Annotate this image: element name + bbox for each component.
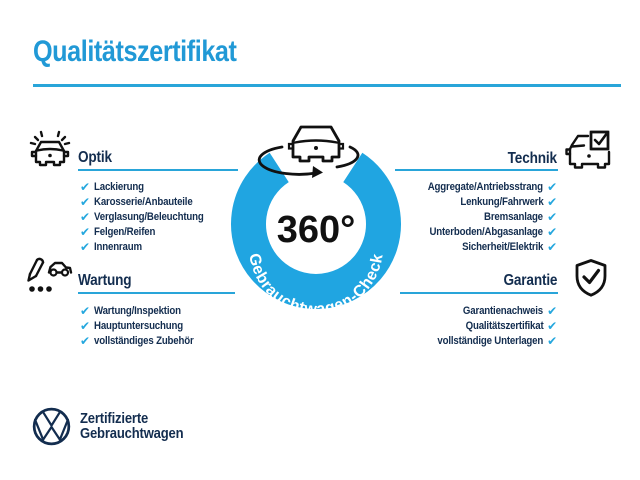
checklist-item-label: Qualitätszertifikat bbox=[465, 319, 544, 332]
badge-ring-label: Gebrauchtwagen-Check bbox=[245, 251, 387, 319]
section-title-optik: Optik bbox=[78, 149, 112, 166]
checklist-item-label: Garantienachweis bbox=[463, 304, 544, 317]
checklist-item-label: Aggregate/Antriebsstrang bbox=[427, 180, 544, 193]
check-icon: ✔ bbox=[80, 209, 90, 224]
checklist-item-label: Hauptuntersuchung bbox=[93, 319, 183, 332]
check-icon: ✔ bbox=[80, 179, 90, 194]
page-title: Qualitätszertifikat bbox=[33, 35, 237, 68]
checklist-item-label: vollständige Unterlagen bbox=[437, 334, 544, 347]
section-title-technik: Technik bbox=[507, 150, 557, 167]
vw-logo bbox=[31, 406, 72, 447]
checklist-item-label: Lenkung/Fahrwerk bbox=[459, 195, 544, 208]
check-icon: ✔ bbox=[547, 194, 557, 209]
checklist-item-label: Felgen/Reifen bbox=[93, 225, 156, 238]
check-icon: ✔ bbox=[547, 333, 557, 348]
check-icon: ✔ bbox=[80, 239, 90, 254]
pen-car-checklist-icon bbox=[26, 253, 74, 297]
checklist-item-label: Bremsanlage bbox=[484, 210, 544, 223]
rotating-car-icon bbox=[259, 127, 358, 178]
check-icon: ✔ bbox=[80, 318, 90, 333]
section-title-garantie: Garantie bbox=[503, 272, 557, 289]
check-icon: ✔ bbox=[547, 318, 557, 333]
check-icon: ✔ bbox=[547, 303, 557, 318]
checklist-item-label: Wartung/Inspektion bbox=[93, 304, 181, 317]
shiny-car-front-icon bbox=[27, 127, 73, 173]
check-icon: ✔ bbox=[80, 303, 90, 318]
check-icon: ✔ bbox=[80, 224, 90, 239]
badge-center-label: 360° bbox=[276, 209, 356, 251]
checklist-item-label: Verglasung/Beleuchtung bbox=[93, 210, 204, 223]
checklist-item-label: Sicherheit/Elektrik bbox=[462, 240, 544, 253]
checklist-item-label: Karosserie/Anbauteile bbox=[93, 195, 193, 208]
checklist-item-label: Innenraum bbox=[93, 240, 142, 253]
check-icon: ✔ bbox=[547, 209, 557, 224]
check-icon: ✔ bbox=[547, 179, 557, 194]
brand-claim-line2: Gebrauchtwagen bbox=[80, 425, 184, 442]
check-icon: ✔ bbox=[547, 224, 557, 239]
check-icon: ✔ bbox=[80, 333, 90, 348]
brand-claim-line1: Zertifizierte bbox=[80, 410, 149, 427]
checklist-item-label: Lackierung bbox=[93, 180, 144, 193]
checklist-item-label: vollständiges Zubehör bbox=[93, 334, 194, 347]
section-title-wartung: Wartung bbox=[78, 272, 132, 289]
checklist-item-label: Unterboden/Abgasanlage bbox=[429, 225, 544, 238]
car-checkbox-icon bbox=[564, 130, 612, 174]
shield-check-icon bbox=[574, 258, 608, 298]
360-degree-check-badge bbox=[186, 100, 446, 340]
check-icon: ✔ bbox=[547, 239, 557, 254]
check-icon: ✔ bbox=[80, 194, 90, 209]
brand-claim bbox=[80, 411, 183, 441]
title-underline bbox=[33, 84, 621, 87]
